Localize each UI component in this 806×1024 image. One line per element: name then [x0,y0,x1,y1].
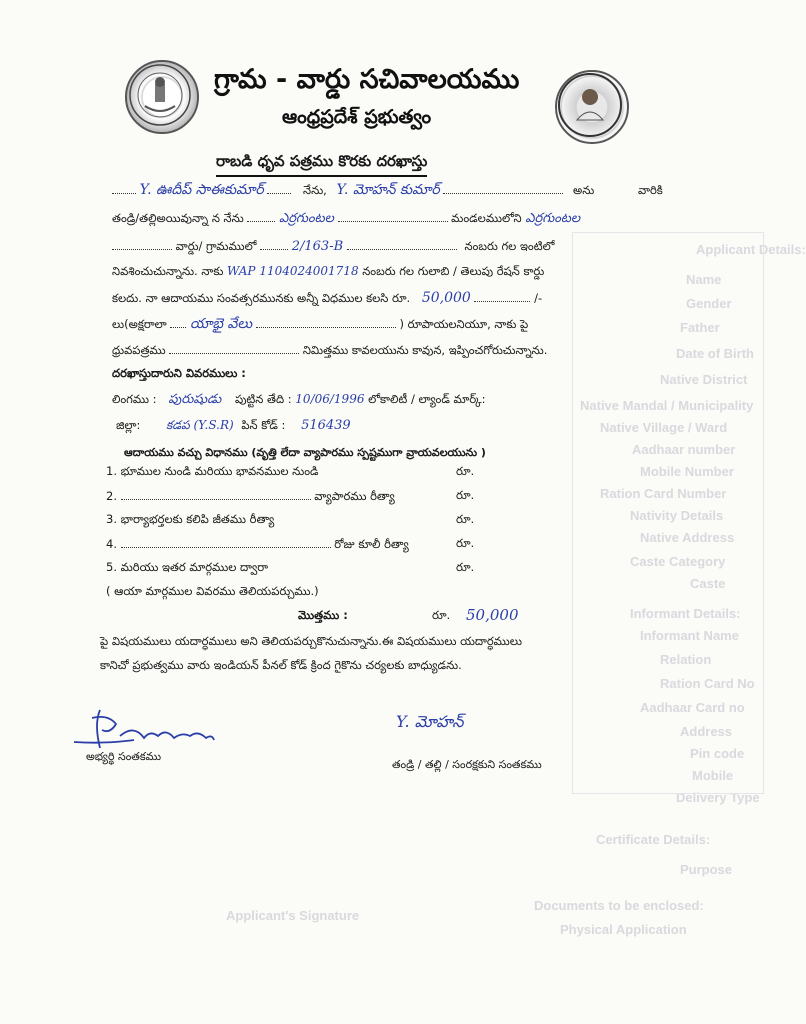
dob-handwritten: 10/06/1996 [295,392,365,406]
dotted-field [247,210,275,222]
income-row-middle: వ్యాపారము రీత్యా [314,489,395,503]
ghost-text: Delivery Type [676,790,760,805]
dotted-field [443,182,563,194]
income-row-label: 4. [106,537,117,551]
ghost-text: Informant Details: [630,606,741,621]
label-variki: వారికి [637,183,663,197]
dotted-field [112,182,136,194]
ghost-table [572,232,764,794]
parent-line [112,210,580,229]
label-i: నేను, [303,183,327,197]
income-row-rs: రూ. [456,464,475,478]
income-amount-handwritten: 50,000 [421,290,471,306]
dotted-field [112,238,172,250]
income-row [106,560,268,577]
dotted-field [170,316,186,328]
income-row-label: 1. భూముల నుండి మరియు భావనముల నుండి [106,464,319,478]
pin-handwritten: 516439 [301,418,351,433]
applicant-signature [64,704,224,754]
gender-handwritten: పురుషుడు [168,392,222,407]
label-parent: తండ్రి/తల్లిఅయివున్నా న నేను [112,211,244,225]
declaration-line-1: పై విషయములు యదార్ధములు అని తెలియపర్చుకొనుచున్నాను.ఈ విషయములు యదార్ధములు [100,634,522,648]
ghost-text: Date of Birth [676,346,754,361]
ghost-text: Aadhaar number [632,442,736,457]
total-rs: రూ. [432,608,451,622]
total-label: మొత్తము : [298,608,348,622]
label-anu: అను [573,183,595,197]
ghost-text: Address [680,724,733,739]
label-mandal: మండలములోని [451,211,522,225]
income-row [106,488,395,506]
total-amount-handwritten: 50,000 [466,606,519,624]
ghost-text: Native District [660,372,748,387]
ghost-text: Aadhaar Card no [640,700,745,715]
ration-number-handwritten: WAP 1104024001718 [227,264,359,278]
income-heading: ఆదాయము వచ్చు విధానము (వృత్తి లేదా వ్యాపారము స్పష్టముగా వ్రాయవలయును ) [124,446,486,459]
gender-line [112,392,486,410]
district-line [116,418,351,435]
dotted-field [121,536,331,548]
declaration-line-2: కానిచో ప్రభుత్వము వారు ఇండియన్ పీనల్ కోడ్ క్రింద గైకొను చర్యలకు బాధ్యుడను. [100,658,462,672]
ghost-text: Father [680,320,720,335]
applicant-name-line [112,182,663,201]
label-purpose: ధ్రువపత్రము [112,343,166,357]
parent-signature: Y. మోహన్ [396,712,464,731]
income-row-label: 5. మరియు ఇతర మార్గముల ద్వారా [106,560,269,574]
income-row [106,512,274,529]
income-row [106,536,409,554]
income-row-label: 2. [106,489,117,503]
ghost-text: Physical Application [560,922,687,937]
ghost-text: Native Address [640,530,735,545]
dotted-field [256,316,396,328]
income-row-label: 3. భార్యాభర్తలకు కలిపి జీతము రీత్యా [106,512,275,526]
village-handwritten: ఎర్రగుంటల [278,211,334,226]
label-purpose-suffix: నిమిత్తము కావలయును కావున, ఇప్పించగోరుచున్నాను. [302,343,548,357]
dotted-field [267,182,291,194]
page-title: గ్రామ - వార్డు సచివాలయము [214,64,520,95]
label-income-end: /- [534,291,543,305]
ghost-text: Native Mandal / Municipality [580,398,754,413]
ghost-text: Mobile Number [640,464,734,479]
dotted-field [260,238,288,250]
ghost-text: Purpose [680,862,733,877]
ghost-text: Ration Card No [660,676,755,691]
cm-photo-seal [555,70,629,144]
label-card-prefix: నివశించుచున్నాను. నాకు [112,264,224,278]
ghost-text: Name [686,272,722,287]
ghost-text: Mobile [692,768,734,783]
ghost-text: Caste Category [630,554,726,569]
applicant-signature-label: అభ్యర్థి సంతకము [86,750,162,763]
ghost-text: Gender [686,296,732,311]
dotted-field [121,488,311,500]
ghost-text: Applicant Details: [696,242,806,257]
door-number-handwritten: 2/163-B [291,239,344,254]
label-words-suffix: ) రూపాయలనియూ, నాకు పై [399,317,529,331]
dotted-field [474,290,530,302]
income-row-rs: రూ. [456,560,475,574]
form-title: రాబడి ధృవ పత్రము కొరకు దరఖాస్తు [216,152,427,177]
label-district: జిల్లా: [116,418,141,432]
ghost-text: Caste [690,576,726,591]
income-row-rs: రూ. [456,536,475,550]
ghost-text: Native Village / Ward [600,420,728,435]
ghost-text: Relation [660,652,712,667]
label-pin: పిన్ కోడ్ : [241,418,286,432]
page-subtitle: ఆంధ్రప్రదేశ్ ప్రభుత్వం [282,106,432,128]
label-ward: వార్డు/ గ్రామములో [175,239,257,253]
father-name-handwritten: Y. మోహన్ కుమార్ [336,182,440,198]
income-line [112,290,542,308]
purpose-line [112,342,547,360]
ration-line [112,264,544,281]
ghost-text: Documents to be enclosed: [534,898,704,913]
ward-line [112,238,554,256]
label-gender: లింగము : [112,392,157,406]
ghost-text: Pin code [690,746,745,761]
mandal-handwritten: ఎర్రగుంటల [525,211,581,226]
amount-words-handwritten: యాభై వేలు [189,316,253,332]
dotted-field [169,342,299,354]
ghost-text: Applicant's Signature [226,908,360,923]
ghost-text: Ration Card Number [600,486,727,501]
income-note: ( ఆయా మార్గముల వివరము తెలియపర్చుము.) [106,584,319,598]
ghost-text: Nativity Details [630,508,724,523]
label-ration: నంబరు గల గులాబి / తెలుపు రేషన్ కార్డు [362,264,545,278]
label-door: నంబరు గల ఇంటిలో [464,239,555,253]
ap-govt-emblem [125,60,199,134]
label-income: కలదు. నా ఆదాయము సంవత్సరమునకు అన్నీ విధముల కలసి రూ. [112,291,411,305]
income-row-rs: రూ. [456,488,475,502]
income-row [106,464,319,481]
label-words: లు(అక్షరాలా [112,317,167,331]
label-dob: పుట్టిన తేది : [234,392,292,406]
income-row-rs: రూ. [456,512,475,526]
words-line [112,316,528,335]
label-landmark: లోకాలిటీ / ల్యాండ్ మార్క్: [368,392,486,406]
parent-signature-label: తండ్రి / తల్లి / సంరక్షకుని సంతకము [392,758,542,771]
income-row-middle: రోజు కూలీ రీత్యా [334,537,409,551]
applicant-name-handwritten: Y. ఊదీప్ సాఈకుమార్ [139,182,264,198]
ghost-text: Informant Name [640,628,739,643]
details-heading: దరఖాస్తుదారుని వివరములు : [112,366,246,380]
district-handwritten: కడప (Y.S.R) [165,418,234,432]
dotted-field [338,210,448,222]
ghost-text: Certificate Details: [596,832,711,847]
dotted-field [347,238,457,250]
